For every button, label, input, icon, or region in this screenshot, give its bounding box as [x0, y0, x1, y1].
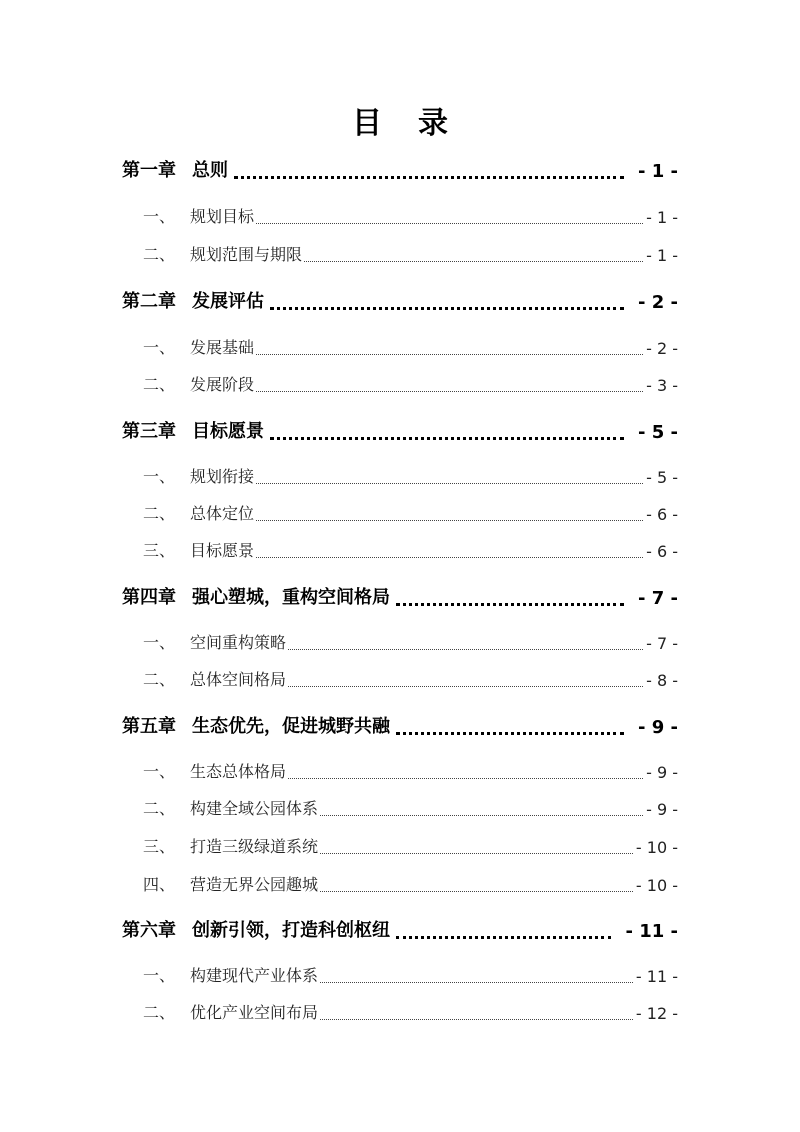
page-number: - 11 -	[635, 967, 678, 986]
page-number: - 9 -	[646, 763, 678, 782]
chapter-number: 第一章	[122, 160, 176, 181]
section-number: 二、	[143, 1003, 176, 1022]
section-title: 规划范围与期限	[190, 245, 303, 264]
section-number: 一、	[143, 338, 176, 357]
page-number: - 6 -	[646, 542, 678, 561]
section-number: 三、	[143, 541, 176, 560]
section-title: 目标愿景	[190, 541, 255, 560]
page-number: - 2 -	[638, 292, 678, 313]
chapter-title: 创新引领，打造科创枢纽	[192, 920, 390, 941]
section-title: 构建全域公园体系	[190, 799, 319, 818]
toc-title-char-2: 录	[418, 106, 448, 141]
toc-section[interactable]	[143, 335, 678, 358]
section-number: 一、	[143, 966, 176, 985]
dot-leader	[270, 307, 624, 310]
dot-leader	[304, 261, 643, 262]
toc-chapter-1[interactable]	[122, 156, 678, 182]
dot-leader	[256, 391, 643, 392]
section-number: 二、	[143, 799, 176, 818]
section-title: 空间重构策略	[190, 633, 287, 652]
toc-section[interactable]	[143, 834, 678, 857]
toc-section[interactable]	[143, 372, 678, 395]
dot-leader	[256, 520, 643, 521]
section-title: 营造无界公园趣城	[190, 875, 319, 894]
page-number: - 5 -	[638, 422, 678, 443]
toc-chapter-4[interactable]	[122, 583, 678, 609]
page-number: - 6 -	[646, 505, 678, 524]
section-number: 二、	[143, 245, 176, 264]
dot-leader	[396, 603, 624, 606]
page-number: - 7 -	[646, 634, 678, 653]
section-number: 三、	[143, 837, 176, 856]
dot-leader	[320, 1019, 633, 1020]
page-number: - 5 -	[646, 468, 678, 487]
chapter-title: 生态优先，促进城野共融	[192, 716, 390, 737]
page-number: - 9 -	[646, 800, 678, 819]
section-title: 总体定位	[190, 504, 255, 523]
chapter-title: 强心塑城，重构空间格局	[192, 587, 390, 608]
dot-leader	[396, 732, 624, 735]
dot-leader	[288, 649, 643, 650]
chapter-number: 第二章	[122, 291, 176, 312]
section-title: 规划衔接	[190, 467, 255, 486]
section-number: 一、	[143, 467, 176, 486]
toc-chapter-5[interactable]	[122, 712, 678, 738]
section-number: 二、	[143, 504, 176, 523]
toc-section[interactable]	[143, 538, 678, 561]
toc-title	[0, 98, 800, 142]
chapter-number: 第五章	[122, 716, 176, 737]
page-number: - 7 -	[638, 588, 678, 609]
toc-section[interactable]	[143, 872, 678, 895]
section-number: 四、	[143, 875, 176, 894]
section-title: 生态总体格局	[190, 762, 287, 781]
chapter-number: 第六章	[122, 920, 176, 941]
section-number: 一、	[143, 762, 176, 781]
toc-title-char-1: 目	[352, 106, 382, 141]
toc-chapter-3[interactable]	[122, 417, 678, 443]
section-title: 发展基础	[190, 338, 255, 357]
chapter-title: 总则	[192, 160, 228, 181]
toc-chapter-6[interactable]	[122, 916, 678, 942]
dot-leader	[256, 354, 643, 355]
dot-leader	[270, 437, 624, 440]
dot-leader	[320, 891, 633, 892]
page-number: - 2 -	[646, 339, 678, 358]
dot-leader	[256, 483, 643, 484]
chapter-number: 第三章	[122, 421, 176, 442]
toc-section[interactable]	[143, 759, 678, 782]
section-title: 构建现代产业体系	[190, 966, 319, 985]
page-number: - 8 -	[646, 671, 678, 690]
page-number: - 9 -	[638, 717, 678, 738]
toc-section[interactable]	[143, 796, 678, 819]
toc-chapter-2[interactable]	[122, 287, 678, 313]
section-number: 一、	[143, 207, 176, 226]
section-number: 二、	[143, 375, 176, 394]
dot-leader	[320, 853, 633, 854]
dot-leader	[256, 557, 643, 558]
dot-leader	[288, 686, 643, 687]
section-number: 一、	[143, 633, 176, 652]
section-title: 打造三级绿道系统	[190, 837, 319, 856]
page-number: - 10 -	[635, 876, 678, 895]
toc-section[interactable]	[143, 501, 678, 524]
page-number: - 3 -	[646, 376, 678, 395]
dot-leader	[396, 936, 611, 939]
page-number: - 12 -	[635, 1004, 678, 1023]
dot-leader	[288, 778, 643, 779]
dot-leader	[256, 223, 643, 224]
toc-section[interactable]	[143, 204, 678, 227]
section-number: 二、	[143, 670, 176, 689]
page-number: - 1 -	[638, 161, 678, 182]
chapter-title: 目标愿景	[192, 421, 264, 442]
page-number: - 11 -	[625, 921, 678, 942]
page-number: - 1 -	[646, 208, 678, 227]
dot-leader	[320, 815, 643, 816]
chapter-title: 发展评估	[192, 291, 264, 312]
page-number: - 10 -	[635, 838, 678, 857]
toc-section[interactable]	[143, 630, 678, 653]
section-title: 规划目标	[190, 207, 255, 226]
section-title: 发展阶段	[190, 375, 255, 394]
toc-section[interactable]	[143, 464, 678, 487]
dot-leader	[234, 176, 624, 179]
toc-section[interactable]	[143, 963, 678, 986]
toc-section[interactable]	[143, 242, 678, 265]
chapter-number: 第四章	[122, 587, 176, 608]
toc-section[interactable]	[143, 667, 678, 690]
page-number: - 1 -	[646, 246, 678, 265]
toc-section[interactable]	[143, 1000, 678, 1023]
section-title: 优化产业空间布局	[190, 1003, 319, 1022]
section-title: 总体空间格局	[190, 670, 287, 689]
dot-leader	[320, 982, 633, 983]
